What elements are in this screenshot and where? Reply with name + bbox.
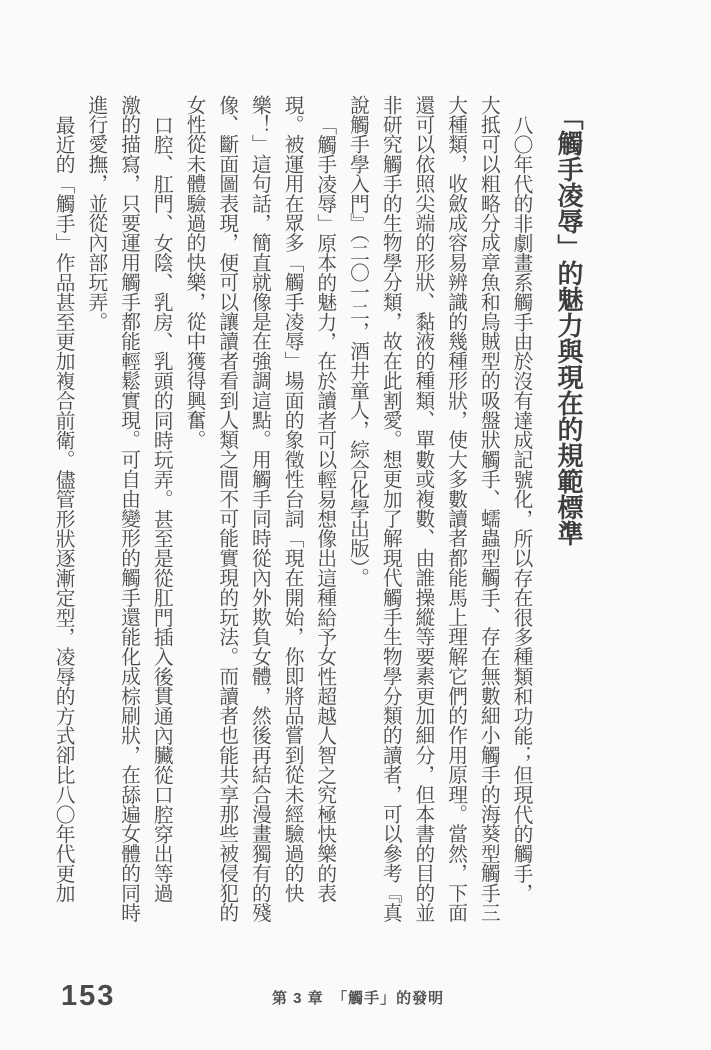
body-text-column: 還可以依照尖端的形狀、黏液的種類、單數或複數、由誰操縱等要素更加細分，但本書的目的並 [411, 95, 434, 923]
body-text-column: 進行愛撫，並從內部玩弄。 [84, 95, 107, 332]
body-text [46, 95, 537, 923]
body-text-column: 最近的「觸手」作品甚至更加複合前衛。儘管形狀逐漸定型，凌辱的方式卻比八〇年代更加 [52, 114, 75, 903]
page-number: 153 [61, 980, 116, 1012]
body-text-column: 「觸手凌辱」原本的魅力，在於讀者可以輕易想像出這種給予女性超越人智之究極快樂的表 [313, 114, 336, 903]
body-text-column: 現。被運用在眾多「觸手凌辱」場面的象徵性台詞「現在開始，你即將品嘗到從未經驗過的快 [281, 95, 304, 903]
body-text-column: 樂！」這句話，簡直就像是在強調這點。用觸手同時從內外欺負女體，然後再結合漫畫獨有的殘 [248, 95, 271, 923]
body-text-column: 像、斷面圖表現，便可以讓讀者看到人類之間不可能實現的玩法。而讀者也能共享那些被侵犯的 [215, 95, 238, 923]
body-text-column: 女性從未體驗過的快樂，從中獲得興奮。 [182, 95, 205, 450]
section-title: 「觸手凌辱」的魅力與現在的規範標準 [554, 104, 584, 546]
body-text-column: 非研究觸手的生物學分類，故在此割愛。想更加了解現代觸手生物學分類的讀者，可以參考『真 [379, 95, 402, 923]
body-text-column: 激的描寫，只要運用觸手都能輕鬆實現。可自由變形的觸手還能化成棕刷狀，在舔遍女體的同時 [117, 95, 140, 923]
running-footer-chapter: 第 3 章 「觸手」的發明 [272, 990, 445, 1007]
body-text-column: 大種類，收斂成容易辨識的幾種形狀，使大多數讀者都能馬上理解它們的作用原理。當然，下面 [444, 95, 467, 923]
body-text-column: 八〇年代的非劇畫系觸手由於沒有達成記號化，所以存在很多種類和功能；但現代的觸手， [510, 114, 532, 903]
body-text-column: 說觸手學入門』（二〇一二，酒井童人，綜合化學出版）。 [346, 95, 369, 588]
body-text-column: 大抵可以粗略分成章魚和烏賊型的吸盤狀觸手、蠕蟲型觸手、存在無數細小觸手的海葵型觸手三 [477, 95, 500, 923]
body-text-column: 口腔、肛門、女陰、乳房、乳頭的同時玩弄。甚至是從肛門插入後貫通內臟從口腔穿出等過 [150, 114, 173, 903]
